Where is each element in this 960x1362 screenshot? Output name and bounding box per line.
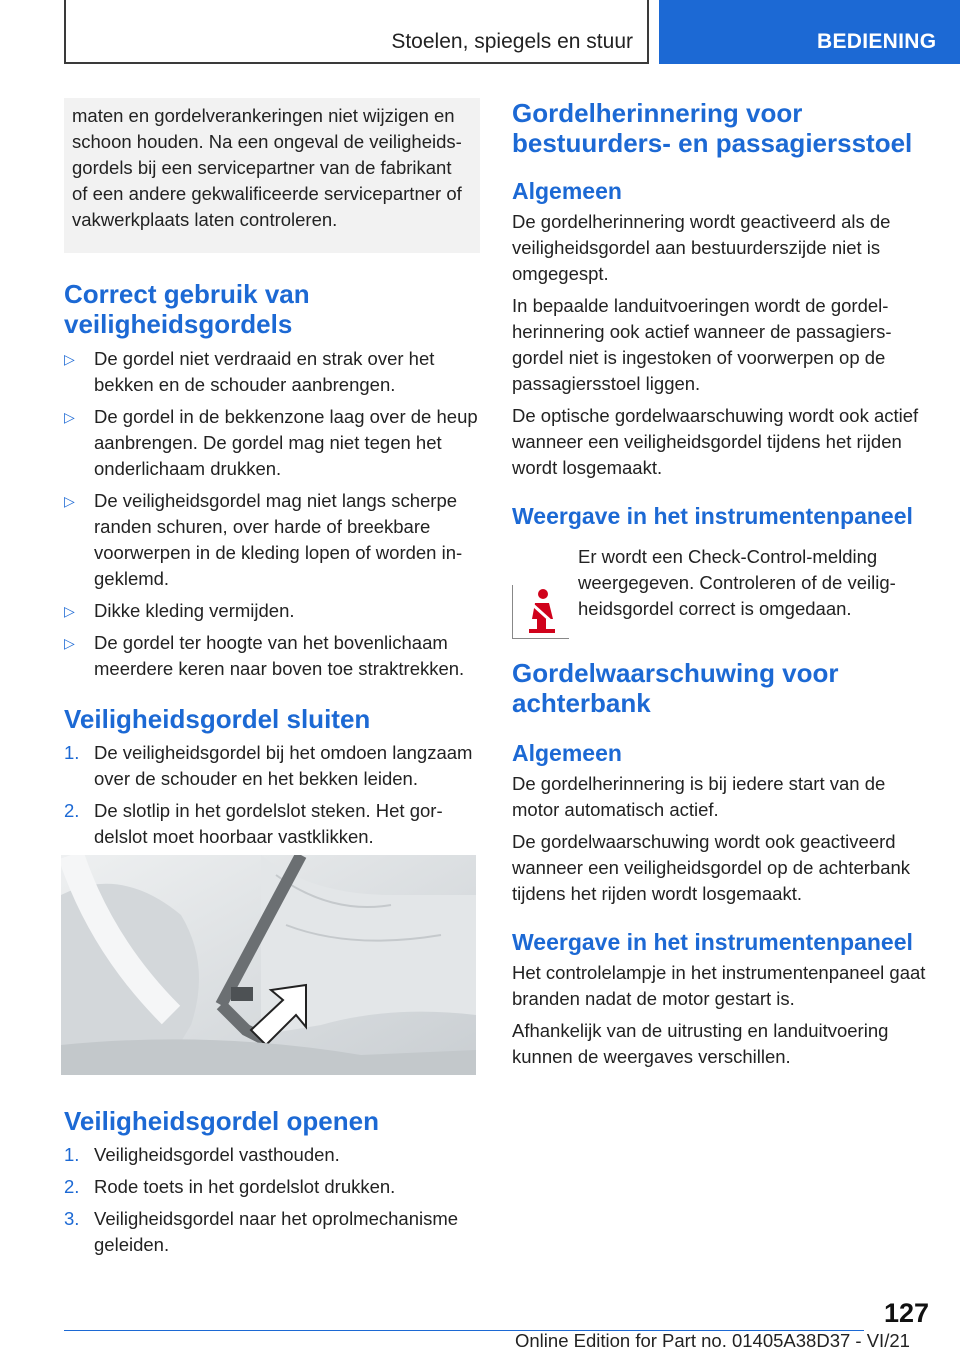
seatbelt-warning-icon bbox=[512, 585, 569, 639]
close-belt-steps bbox=[64, 740, 480, 850]
seatbelt-buckle-photo bbox=[61, 855, 476, 1075]
paragraph: De gordelherinnering is bij iedere start van de motor automatisch actief. bbox=[512, 773, 886, 820]
header-section-tab[interactable] bbox=[659, 0, 960, 64]
list-item: 2. De slotlip in het gordelslot steken. Het gordelslot moet hoorbaar vastklikken. bbox=[64, 800, 443, 847]
reminder-title: Gordelherinnering voor bestuurders- en passagiersstoel bbox=[512, 98, 913, 158]
list-item: ▷ De gordel niet verdraaid en strak over het bekken en de schouder aanbrengen. bbox=[64, 348, 435, 395]
list-item: ▷ De gordel ter hoogte van het bovenlichaam meerdere keren naar boven toe straktrekken. bbox=[64, 632, 465, 679]
display-title-2: Weergave in het instrumentenpaneel bbox=[512, 929, 913, 955]
triangle-right-icon: ▷ bbox=[64, 409, 75, 425]
edition-text: Online Edition for Part no. 01405A38D37 - VI/21 bbox=[515, 1330, 910, 1351]
section-label: BEDIENING bbox=[817, 30, 937, 53]
display-title-1: Weergave in het instrumentenpaneel bbox=[512, 503, 913, 529]
list-item: 1. De veiligheidsgordel bij het omdoen langzaam over de schouder en het bekken leiden. bbox=[64, 742, 473, 789]
chapter-title: Stoelen, spiegels en stuur bbox=[391, 30, 633, 53]
right-column bbox=[512, 98, 932, 1070]
header-chapter-box bbox=[64, 0, 649, 64]
list-item: ▷ De veiligheidsgordel mag niet langs scherpe randen schuren, over harde of breekbare voorwerpen in de kleding lopen of worden ingeklemd. bbox=[64, 490, 463, 589]
list-item: 2. Rode toets in het gordelslot drukken. bbox=[64, 1176, 396, 1197]
triangle-right-icon: ▷ bbox=[64, 603, 75, 619]
paragraph: Het controlelampje in het instrumentenpaneel gaat branden nadat de motor gestart is. bbox=[512, 962, 926, 1009]
open-belt-section bbox=[64, 1106, 480, 1258]
page-number: 127 bbox=[884, 1298, 930, 1328]
general-title-2: Algemeen bbox=[512, 740, 622, 766]
seatbelt-illustration bbox=[61, 855, 476, 1075]
list-item: 1. Veiligheidsgordel vasthouden. bbox=[64, 1144, 340, 1165]
paragraph: De optische gordelwaarschuwing wordt ook actief wanneer een veiligheidsgordel tijdens het rijden wordt losgemaakt. bbox=[512, 405, 919, 478]
paragraph: De gordelherinnering wordt geactiveerd als de veiligheidsgordel aan bestuurderszijde niet is omgegespt. bbox=[512, 211, 891, 284]
triangle-right-icon: ▷ bbox=[64, 351, 75, 367]
safety-note-text: maten en gordelverankeringen niet wijzigen en schoon houden. Na een ongeval de veiligheidsgordels bij een servicepartner van de fabrikant of een andere gekwalificeerde servicepartner of vakwerkplaats laten controleren. bbox=[72, 105, 462, 230]
triangle-right-icon: ▷ bbox=[64, 493, 75, 509]
safety-note bbox=[64, 98, 480, 253]
triangle-right-icon: ▷ bbox=[64, 635, 75, 651]
list-item: ▷ De gordel in de bekkenzone laag over de heup aanbrengen. De gordel mag niet tegen het onderlichaam drukken. bbox=[64, 406, 478, 479]
list-item: 3. Veiligheidsgordel naar het oprolmechanisme geleiden. bbox=[64, 1208, 459, 1255]
correct-use-list bbox=[64, 346, 480, 682]
general-title-1: Algemeen bbox=[512, 178, 622, 204]
rear-warning-title: Gordelwaarschuwing voor achterbank bbox=[512, 658, 839, 718]
paragraph: Afhankelijk van de uitrusting en landuitvoering kunnen de weergaves verschillen. bbox=[512, 1020, 889, 1067]
open-belt-steps bbox=[64, 1142, 480, 1258]
correct-use-title: Correct gebruik van veiligheidsgordels bbox=[64, 279, 310, 339]
left-column bbox=[64, 98, 480, 850]
close-belt-title: Veiligheidsgordel sluiten bbox=[64, 704, 371, 734]
display-text-1: Er wordt een Check-Control-melding weergegeven. Controleren of de veiligheidsgordel correct is omgedaan. bbox=[578, 546, 896, 619]
paragraph: De gordelwaarschuwing wordt ook geactiveerd wanneer een veiligheidsgordel op de achterbank tijdens het rijden wordt losgemaakt. bbox=[512, 831, 911, 904]
open-belt-title: Veiligheidsgordel openen bbox=[64, 1106, 379, 1136]
list-item: ▷ Dikke kleding vermijden. bbox=[64, 598, 480, 624]
paragraph: In bepaalde landuitvoeringen wordt de gordelherinnering ook actief wanneer de passagiersgordel niet is ingestoken of voorwerpen op de passagiersstoel liggen. bbox=[512, 295, 892, 394]
